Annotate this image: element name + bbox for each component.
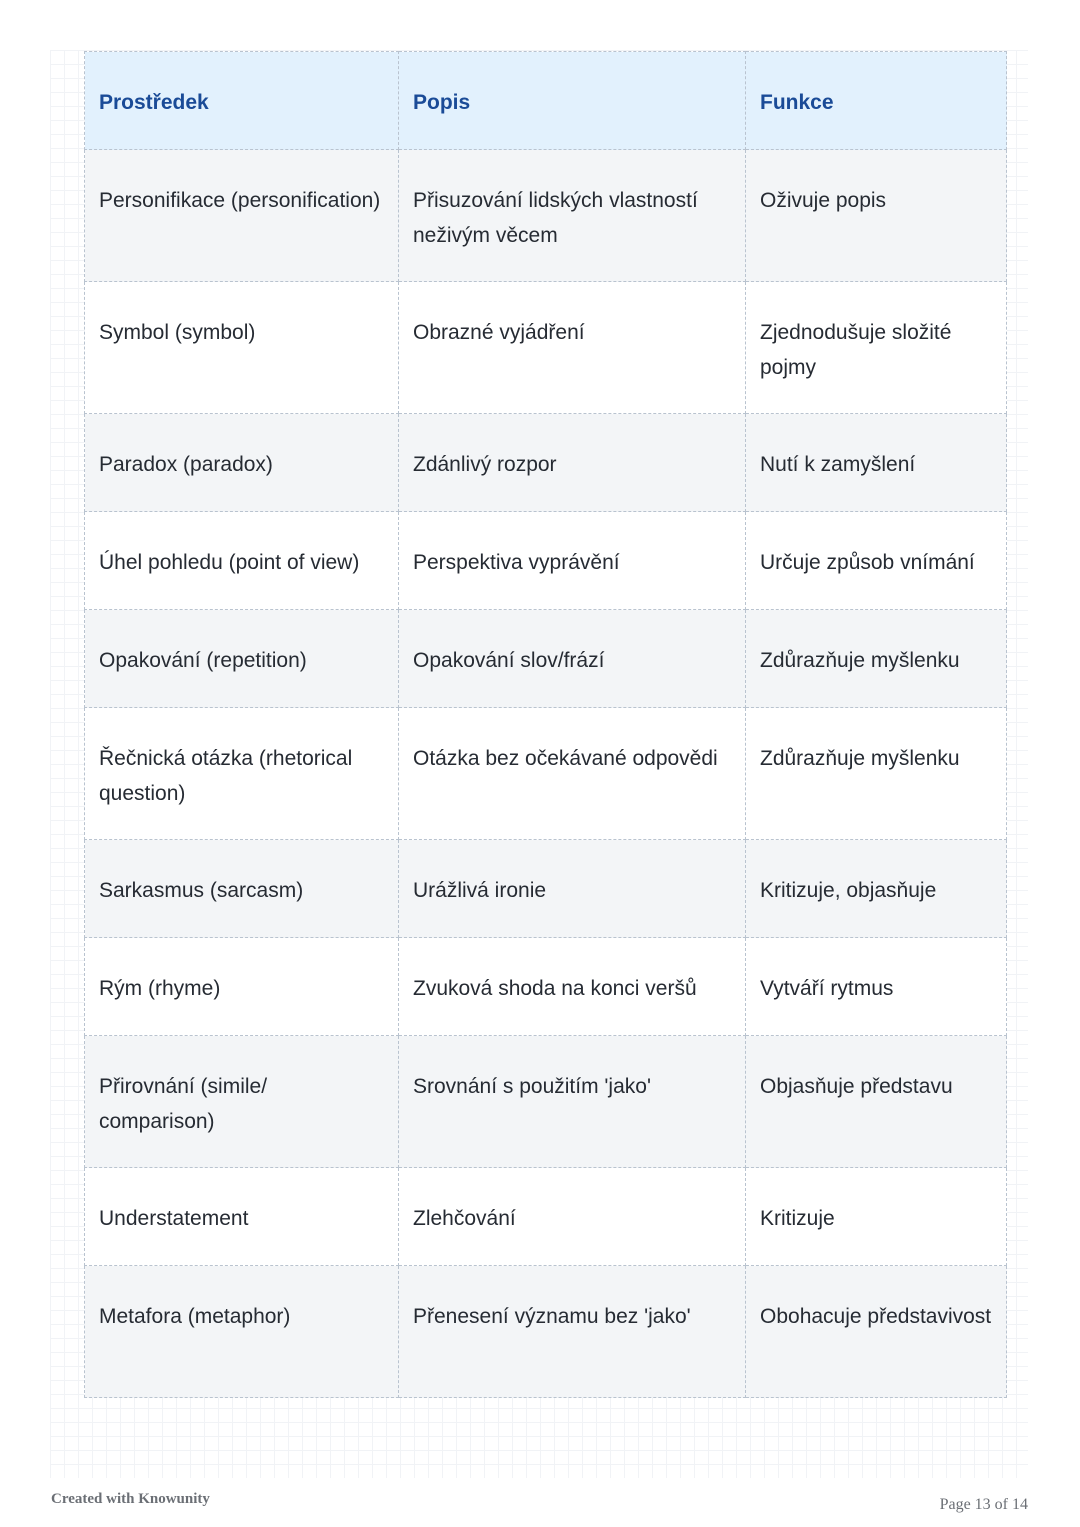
table-row [85, 708, 1007, 840]
cell-device: Metafora (metaphor) [85, 1266, 399, 1398]
cell-function: Vytváří rytmus [746, 938, 1007, 1036]
cell-function: Objasňuje představu [746, 1036, 1007, 1168]
header-prostredek: Prostředek [85, 52, 399, 150]
cell-device: Přirovnání (simile/ comparison) [85, 1036, 399, 1168]
cell-function: Oživuje popis [746, 150, 1007, 282]
cell-device: Opakování (repetition) [85, 610, 399, 708]
cell-device: Sarkasmus (sarcasm) [85, 840, 399, 938]
cell-function: Nutí k zamyšlení [746, 414, 1007, 512]
cell-description: Zlehčování [399, 1168, 746, 1266]
table-row [85, 1036, 1007, 1168]
cell-description: Obrazné vyjádření [399, 282, 746, 414]
table-row [85, 1266, 1007, 1398]
cell-description: Perspektiva vyprávění [399, 512, 746, 610]
cell-description: Zdánlivý rozpor [399, 414, 746, 512]
cell-description: Opakování slov/frází [399, 610, 746, 708]
cell-device: Úhel pohledu (point of view) [85, 512, 399, 610]
literary-devices-table [84, 51, 1007, 1398]
devices-table-container [84, 51, 1006, 1398]
header-popis: Popis [399, 52, 746, 150]
cell-device: Understatement [85, 1168, 399, 1266]
table-row [85, 150, 1007, 282]
header-funkce: Funkce [746, 52, 1007, 150]
table-row [85, 414, 1007, 512]
cell-device: Symbol (symbol) [85, 282, 399, 414]
cell-function: Obohacuje představivost [746, 1266, 1007, 1398]
cell-function: Zdůrazňuje myšlenku [746, 610, 1007, 708]
cell-device: Paradox (paradox) [85, 414, 399, 512]
table-row [85, 1168, 1007, 1266]
cell-function: Zdůrazňuje myšlenku [746, 708, 1007, 840]
cell-device: Řečnická otázka (rhetorical question) [85, 708, 399, 840]
cell-device: Rým (rhyme) [85, 938, 399, 1036]
cell-description: Srovnání s použitím 'jako' [399, 1036, 746, 1168]
cell-description: Zvuková shoda na konci veršů [399, 938, 746, 1036]
cell-description: Přenesení významu bez 'jako' [399, 1266, 746, 1398]
created-with-label: Created with Knowunity [51, 1491, 210, 1507]
table-row [85, 938, 1007, 1036]
table-header-row [85, 52, 1007, 150]
table-row [85, 840, 1007, 938]
cell-function: Kritizuje, objasňuje [746, 840, 1007, 938]
cell-device: Personifikace (personification) [85, 150, 399, 282]
cell-function: Kritizuje [746, 1168, 1007, 1266]
page-number: Page 13 of 14 [939, 1496, 1028, 1513]
table-row [85, 610, 1007, 708]
cell-function: Určuje způsob vnímání [746, 512, 1007, 610]
table-row [85, 512, 1007, 610]
cell-description: Otázka bez očekávané odpovědi [399, 708, 746, 840]
cell-description: Přisuzování lidských vlastností neživým věcem [399, 150, 746, 282]
cell-function: Zjednodušuje složité pojmy [746, 282, 1007, 414]
cell-description: Urážlivá ironie [399, 840, 746, 938]
table-row [85, 282, 1007, 414]
